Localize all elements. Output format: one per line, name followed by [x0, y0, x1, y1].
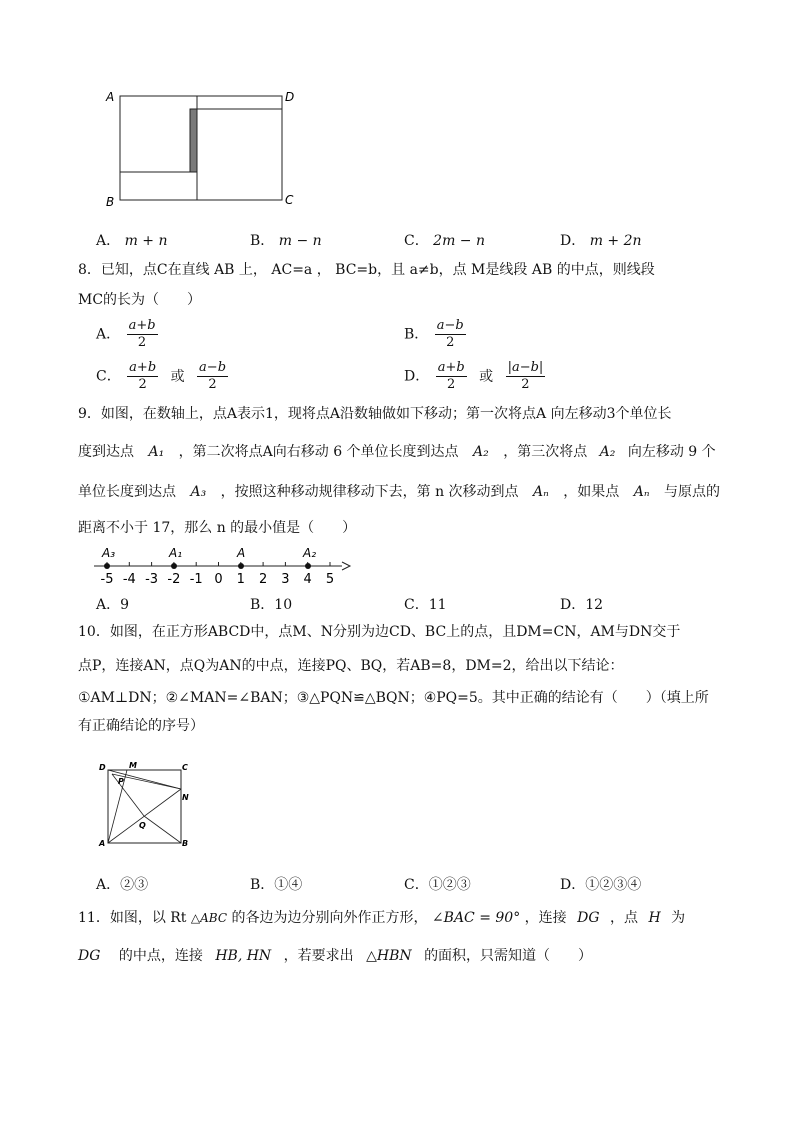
option-label: A． [96, 233, 121, 249]
label-B: B [106, 195, 115, 209]
q10-line4: 有正确结论的序号） [78, 718, 204, 734]
option-label: D． [560, 597, 586, 613]
fraction [506, 360, 546, 393]
tick-label: -2 [167, 572, 181, 587]
option-label: C． [404, 233, 429, 249]
option-label: D． [560, 233, 586, 249]
segment-BQ [144, 816, 181, 843]
option-expr: m + 2n [589, 233, 642, 249]
q9-line2 [78, 442, 716, 462]
top-strip [197, 96, 282, 109]
tick-label: 2 [258, 572, 268, 587]
point-label: Aₙ [533, 484, 549, 500]
shaded-strip [190, 109, 197, 172]
text: ，第三次将点 [503, 444, 588, 460]
option-label: D． [560, 877, 586, 893]
label-D: D [285, 90, 295, 104]
q8-option-d [404, 360, 547, 393]
text: ，若要求出 [283, 948, 354, 964]
tick-label: 0 [214, 572, 223, 587]
q8-option-c [96, 360, 230, 393]
denominator: 2 [137, 335, 147, 350]
text: 11．如图，以 Rt [78, 910, 187, 926]
denominator: 2 [208, 377, 217, 392]
point-label: A₂ [599, 444, 616, 460]
math-expr: DG [78, 948, 101, 964]
option-label: C． [96, 368, 121, 385]
text: ，点 [610, 910, 638, 926]
tick-label: -3 [145, 572, 159, 587]
label-D: D [99, 763, 106, 772]
denominator: 2 [138, 377, 147, 392]
label-A2: A₂ [303, 546, 317, 560]
q10-option-a [96, 874, 148, 894]
q8-option-a [96, 318, 160, 351]
q9-number-line [90, 542, 360, 590]
label-A: A [106, 90, 115, 104]
math-expr: DG [577, 910, 600, 926]
fraction [127, 360, 158, 393]
q10-option-d [560, 874, 641, 894]
point-A2 [305, 563, 311, 569]
q9-option-b [250, 594, 292, 614]
point-label: A₃ [190, 484, 207, 500]
text: 的面积，只需知道（ ） [424, 948, 593, 964]
text: 的中点，连接 [118, 948, 203, 964]
text: 与原点的 [663, 484, 720, 500]
option-value: 10 [274, 597, 293, 613]
option-label: A． [96, 326, 121, 343]
point-A [238, 563, 244, 569]
option-label: B． [404, 326, 429, 343]
q8-option-b [404, 318, 468, 351]
option-label: B． [250, 597, 275, 613]
label-A3: A₃ [102, 546, 116, 560]
numerator: a+b [128, 318, 156, 333]
q9-line4: 距离不小于 17，那么 n 的最小值是（ ） [78, 520, 357, 536]
text: 度到达点 [78, 444, 134, 460]
outer-rectangle [120, 96, 282, 200]
numerator: a−b [199, 360, 227, 375]
text: ，如果点 [563, 484, 620, 500]
point-label: A₁ [148, 444, 165, 460]
tick-label: -1 [189, 572, 203, 587]
text: ，第二次将点A向右移动 6 个单位长度到达点 [178, 444, 459, 460]
q10-option-c [404, 874, 471, 894]
q7-option-c [404, 230, 485, 250]
or-word: 或 [479, 368, 494, 385]
option-label: D． [404, 368, 430, 385]
math-expr: △HBN [366, 948, 412, 964]
tick-label: 4 [303, 572, 312, 587]
point-label: A₂ [473, 444, 489, 460]
fraction [197, 360, 228, 393]
numerator: a−b [436, 318, 464, 333]
q8-line2: MC的长为（ ） [78, 292, 202, 308]
option-value: 9 [120, 597, 130, 613]
option-value: ②③ [120, 877, 149, 893]
q10-line3: ①AM⊥DN；②∠MAN=∠BAN；③△PQN≌△BQN；④PQ=5。其中正确的结论有（ ）（填上所 [78, 690, 709, 706]
option-label: B． [250, 877, 275, 893]
q9-option-c [404, 594, 447, 614]
label-P: P [118, 777, 124, 786]
q7-figure [100, 84, 310, 214]
label-Q: Q [139, 821, 146, 830]
q10-option-b [250, 874, 302, 894]
q10-line2: 点P，连接AN，点Q为AN的中点，连接PQ、BQ，若AB=8，DM=2，给出以下结论： [78, 658, 624, 674]
label-C: C [182, 763, 188, 772]
text: ，连接 [524, 910, 567, 926]
point-A3 [104, 563, 110, 569]
numerator: a+b [129, 360, 157, 375]
option-label: C． [404, 597, 429, 613]
q7-option-b [250, 230, 322, 250]
label-B: B [182, 839, 189, 848]
option-expr: m − n [278, 233, 322, 249]
option-label: A． [96, 597, 121, 613]
or-word: 或 [170, 368, 185, 385]
q11-line2 [78, 946, 592, 966]
q10-line1: 10．如图，在正方形ABCD中，点M、N分别为边CD、BC上的点，且DM=CN，AM与DN交于 [78, 624, 681, 640]
tick-label: 3 [281, 572, 290, 587]
math-expr: △ABC [190, 911, 228, 925]
text: 为 [671, 910, 686, 926]
option-value: 12 [585, 597, 604, 613]
label-M: M [129, 761, 137, 770]
q7-option-d [560, 230, 642, 250]
numerator: a+b [437, 360, 465, 375]
math-expr: HB, HN [215, 948, 272, 964]
label-N: N [182, 793, 189, 802]
text: 向左移动 9 个 [627, 444, 716, 460]
point-A1 [171, 563, 177, 569]
q11-line1 [78, 908, 685, 928]
option-label: C． [404, 877, 429, 893]
option-value: ①②③ [428, 877, 471, 893]
q8-line1: 8．已知，点C在直线 AB 上， AC=a ， BC=b，且 a≠b，点 M是线段 AB 的中点，则线段 [78, 262, 655, 278]
option-label: B． [250, 233, 275, 249]
q7-option-a [96, 230, 168, 250]
denominator: 2 [521, 377, 530, 392]
label-A: A [237, 546, 246, 560]
denominator: 2 [447, 377, 456, 392]
point-label: Aₙ [633, 484, 650, 500]
fraction [436, 360, 467, 393]
fraction [127, 318, 158, 351]
q10-figure [96, 758, 196, 850]
tick-label: 5 [325, 572, 335, 587]
tick-label: -4 [122, 572, 136, 587]
text: 单位长度到达点 [78, 484, 176, 500]
text: 的各边为边分别向外作正方形， [231, 910, 428, 926]
label-C: C [285, 193, 294, 207]
q9-option-d [560, 594, 603, 614]
option-value: ①④ [274, 877, 303, 893]
tick-label: -5 [100, 572, 114, 587]
math-expr: H [648, 910, 661, 926]
label-A: A [99, 839, 106, 848]
fraction [435, 318, 466, 351]
q9-option-a [96, 594, 129, 614]
label-A1: A₁ [169, 546, 183, 560]
option-label: A． [96, 877, 121, 893]
denominator: 2 [446, 335, 455, 350]
option-value: 11 [428, 597, 447, 613]
bottom-strip [120, 172, 197, 200]
text: ，按照这种移动规律移动下去，第 n 次移动到点 [220, 484, 519, 500]
option-value: ①②③④ [585, 877, 642, 893]
math-expr: ∠BAC = 90° [431, 910, 521, 926]
tick-label: 1 [236, 572, 245, 587]
axis-arrow-icon [342, 562, 350, 570]
numerator: |a−b| [507, 360, 544, 375]
option-expr: 2m − n [433, 233, 486, 249]
q9-line3 [78, 482, 720, 502]
option-expr: m + n [124, 233, 168, 249]
q9-line1: 9．如图，在数轴上，点A表示1，现将点A沿数轴做如下移动；第一次将点A 向左移动3个单位长 [78, 406, 672, 422]
